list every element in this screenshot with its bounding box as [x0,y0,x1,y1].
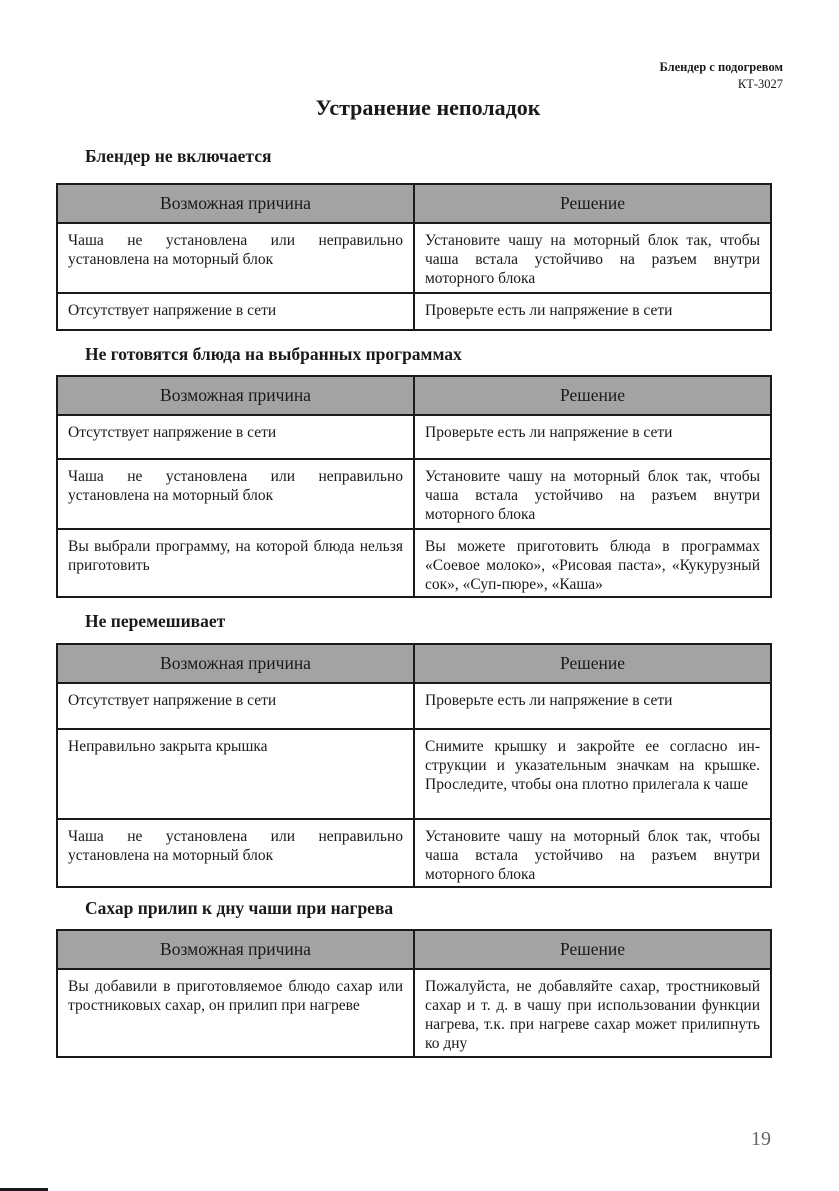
troubleshooting-table-not-turning-on [56,183,772,331]
table-row [57,729,771,819]
cause-cell: Отсутствует напряжение в сети [57,683,414,729]
header-product-name: Блендер с подогревом [659,60,783,74]
table-header-row [57,184,771,223]
table-row [57,293,771,330]
column-header-solution: Решение [414,376,771,415]
cause-cell: Чаша не установлена или неправильно установлена на моторный блок [57,819,414,887]
column-header-cause: Возможная причина [57,644,414,683]
cause-cell: Чаша не установлена или неправильно установлена на моторный блок [57,223,414,293]
troubleshooting-table-programs-not-cooking [56,375,772,598]
table-row [57,529,771,597]
solution-cell: Вы можете приготовить блюда в программах «Соевое молоко», «Рисовая паста», «Кукурузный сок», «Суп-пюре», «Каша» [414,529,771,597]
header-model-number: КТ-3027 [737,77,783,91]
column-header-solution: Решение [414,644,771,683]
cause-cell: Неправильно закрыта крышка [57,729,414,819]
solution-cell: Снимите крышку и закройте ее согласно инструкции и указательным значкам на крышке. Проследите, чтобы она плотно прилегала к чаше [414,729,771,819]
cause-cell: Вы выбрали программу, на которой блюда нельзя приготовить [57,529,414,597]
troubleshooting-table-sugar-stuck [56,929,772,1058]
section-title-sugar-stuck: Сахар прилип к дну чаши при нагрева [85,898,394,918]
solution-cell: Проверьте есть ли напряжение в сети [414,293,771,330]
column-header-solution: Решение [414,184,771,223]
troubleshooting-table-not-mixing [56,643,772,888]
solution-cell: Проверьте есть ли напряжение в сети [414,683,771,729]
column-header-cause: Возможная причина [57,376,414,415]
cause-cell: Чаша не установлена или неправильно установлена на моторный блок [57,459,414,529]
section-title-not-turning-on: Блендер не включается [85,146,272,166]
table-row [57,683,771,729]
solution-cell: Пожалуйста, не добавляйте сахар, тростниковый сахар и т. д. в чашу при использовании функции нагрева, т.к. при нагреве сахар может прилипнуть ко дну [414,969,771,1057]
table-header-row [57,644,771,683]
table-header-row [57,930,771,969]
cause-cell: Отсутствует напряжение в сети [57,415,414,459]
page-title: Устранение неполадок [315,95,541,120]
solution-cell: Установите чашу на моторный блок так, чтобы чаша встала устойчиво на разъем внутри моторного блока [414,223,771,293]
table-row [57,223,771,293]
table-row [57,459,771,529]
section-title-not-mixing: Не перемешивает [85,611,226,631]
table-row [57,819,771,887]
solution-cell: Установите чашу на моторный блок так, чтобы чаша встала устойчиво на разъем внутри моторного блока [414,819,771,887]
section-title-programs-not-cooking: Не готовятся блюда на выбранных программах [85,344,462,364]
solution-cell: Установите чашу на моторный блок так, чтобы чаша встала устойчиво на разъем внутри моторного блока [414,459,771,529]
column-header-cause: Возможная причина [57,930,414,969]
column-header-solution: Решение [414,930,771,969]
column-header-cause: Возможная причина [57,184,414,223]
cause-cell: Отсутствует напряжение в сети [57,293,414,330]
solution-cell: Проверьте есть ли напряжение в сети [414,415,771,459]
table-header-row [57,376,771,415]
table-row [57,969,771,1057]
table-row [57,415,771,459]
cause-cell: Вы добавили в приготовляемое блюдо сахар или тростниковых сахар, он прилип при нагреве [57,969,414,1057]
page-number: 19 [751,1128,771,1150]
